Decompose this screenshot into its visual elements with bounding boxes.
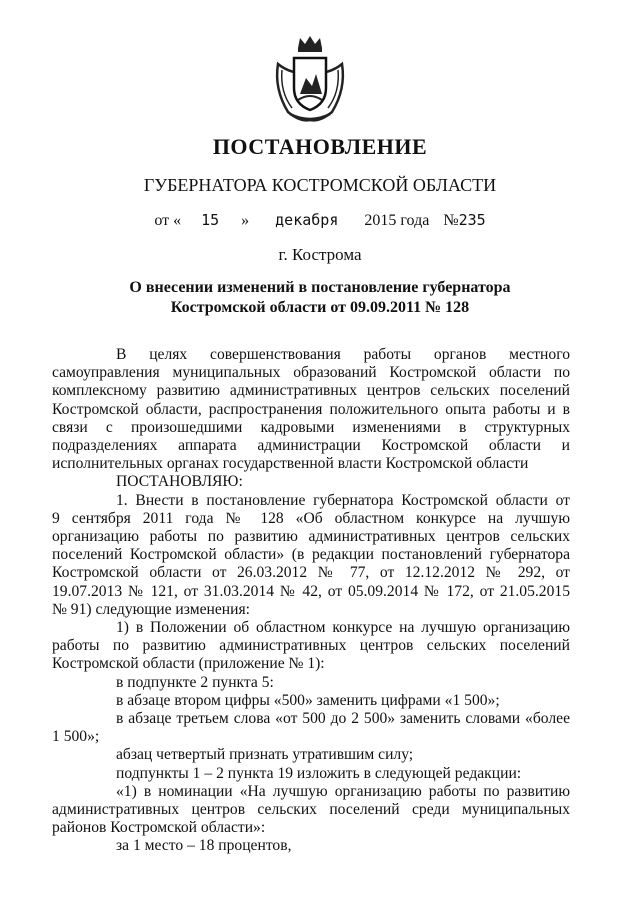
- body-line: 19.07.2013 № 121, от 31.03.2014 № 42, от 05.09.2014 № 172, от 21.05.2015: [52, 582, 570, 600]
- document-title: ПОСТАНОВЛЕНИЕ: [212, 134, 428, 159]
- body-line: подпункты 1 – 2 пункта 19 изложить в следующей редакции:: [116, 764, 522, 782]
- body-line: «1) в номинации «На лучшую организацию работы по развитию: [116, 782, 570, 800]
- decree-word: ПОСТАНОВЛЯЮ:: [116, 473, 243, 491]
- body-line: за 1 место – 18 процентов,: [116, 837, 292, 855]
- body-line: работы по развитию административных центров сельских поселений: [52, 637, 570, 655]
- heading-line: Костромской области от 09.09.2011 № 128: [170, 299, 470, 316]
- body-line: Костромской области от 26.03.2012 № 77, от 12.12.2012 № 292, от: [52, 564, 570, 582]
- body-line: комплексному развитию административных центров сельских поселений: [52, 382, 570, 400]
- body-line: в абзаце третьем слова «от 500 до 2 500» заменить словами «более: [116, 710, 570, 728]
- body-line: подразделениях аппарата администрации Костромской области и: [52, 437, 570, 455]
- date-line: [0, 211, 640, 230]
- body-line: организацию работы по развитию административных центров сельских: [52, 528, 570, 546]
- date-month: декабря: [275, 211, 339, 229]
- number-sign: №: [443, 212, 459, 229]
- coat-of-arms-icon: [270, 34, 350, 124]
- document-subtitle: ГУБЕРНАТОРА КОСТРОМСКОЙ ОБЛАСТИ: [143, 175, 497, 195]
- body-line: Костромской области (приложение № 1):: [52, 655, 325, 673]
- city: г. Кострома: [278, 245, 362, 264]
- body-line: 1. Внести в постановление губернатора Костромской области от: [116, 491, 570, 509]
- document-heading: [0, 278, 640, 318]
- body-line: 1 500»;: [52, 728, 100, 746]
- date-year: 2015 года: [364, 212, 430, 229]
- date-day: 15: [201, 211, 220, 229]
- body-line: поселений Костромской области» (в редакции постановлений губернатора: [52, 546, 570, 564]
- body-line: 1) в Положении об областном конкурсе на лучшую организацию: [116, 619, 570, 637]
- date-prefix: от «: [154, 212, 182, 229]
- body-line: районов Костромской области»:: [52, 819, 266, 837]
- body-line: административных центров сельских поселений среди муниципальных: [52, 801, 570, 819]
- body-line: абзац четвертый признать утратившим силу;: [116, 746, 414, 764]
- body-line: Костромской области, распространения положительного опыта работы и в: [52, 400, 570, 418]
- body-line: самоуправления муниципальных образований Костромской области по: [52, 364, 570, 382]
- heading-line: О внесении изменений в постановление губернатора: [129, 279, 511, 296]
- body-line: № 91) следующие изменения:: [52, 600, 250, 618]
- body-line: связи с произошедшими кадровыми изменениями в структурных: [52, 418, 570, 436]
- body-line: В целях совершенствования работы органов местного: [116, 346, 570, 363]
- body-line: 9 сентября 2011 года № 128 «Об областном конкурсе на лучшую: [52, 509, 570, 527]
- document-number: 235: [458, 211, 486, 229]
- body-line: исполнительных органах государственной власти Костромской области: [52, 455, 529, 473]
- body-line: в подпункте 2 пункта 5:: [116, 673, 274, 691]
- body-line: в абзаце втором цифры «500» заменить цифрами «1 500»;: [116, 691, 500, 709]
- date-close: »: [241, 212, 250, 229]
- document-body: [52, 346, 570, 856]
